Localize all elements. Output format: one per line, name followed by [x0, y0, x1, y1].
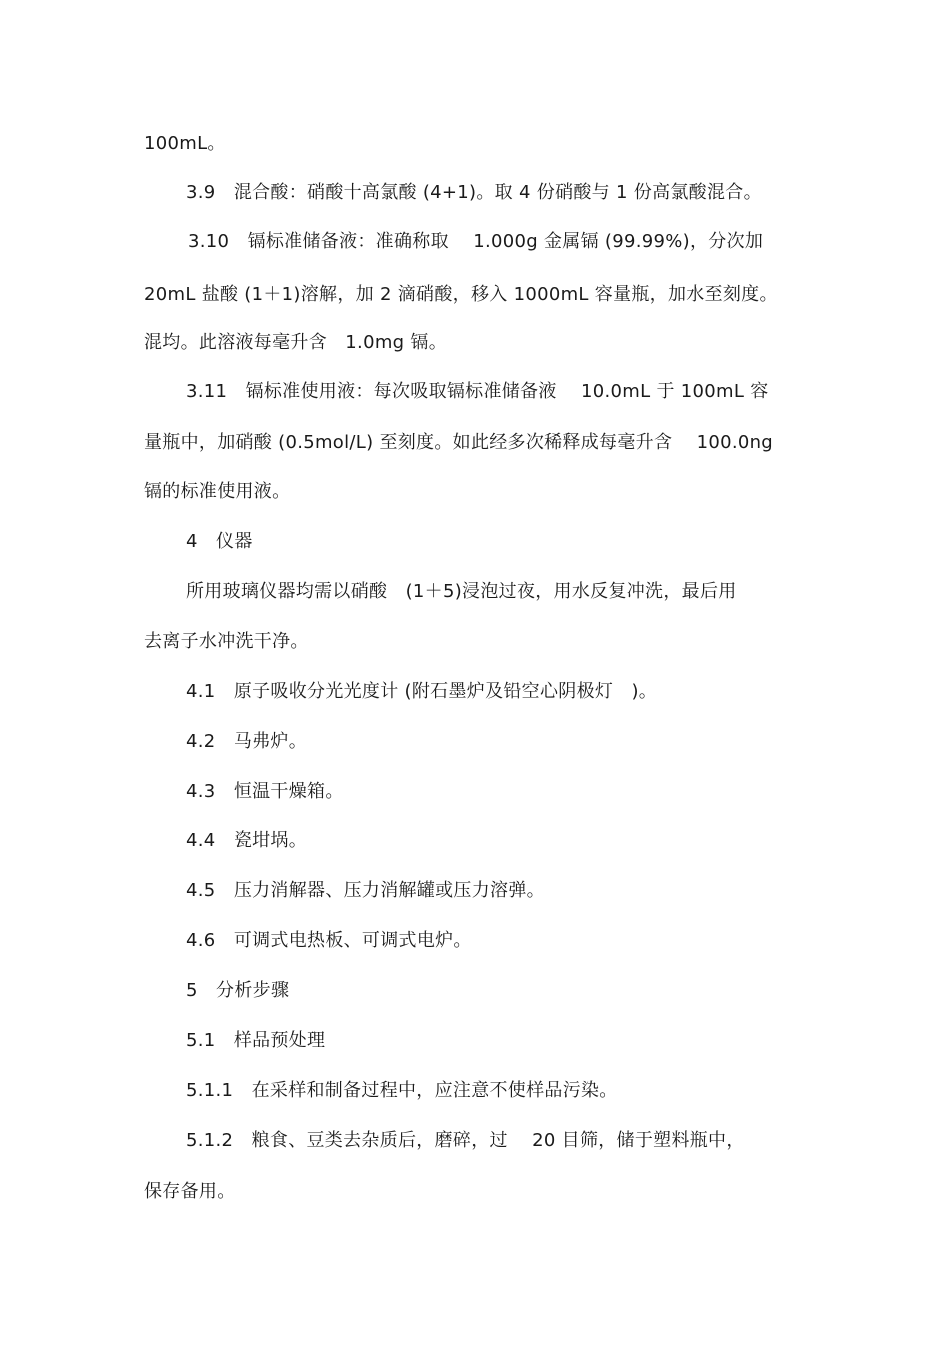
item-4-1: 4.1 原子吸收分光光度计 (附石墨炉及铅空心阴极灯 )。 [186, 681, 658, 702]
item-3-11: 3.11 镉标准使用液：每次吸取镉标准储备液 10.0mL 于 100mL 容 [186, 381, 769, 402]
item-3-10-cont-2: 混均。此溶液每毫升含 1.0mg 镉。 [144, 332, 448, 353]
item-3-10: 3.10 镉标准储备液：准确称取 1.000g 金属镉 (99.99%)，分次加 [188, 231, 764, 252]
section-4-intro: 所用玻璃仪器均需以硝酸 (1＋5)浸泡过夜，用水反复冲洗，最后用 [186, 581, 737, 602]
item-5-1-2: 5.1.2 粮食、豆类去杂质后，磨碎，过 20 目筛，储于塑料瓶中， [186, 1130, 745, 1151]
item-3-11-cont-1: 量瓶中，加硝酸 (0.5mol/L) 至刻度。如此经多次稀释成每毫升含 100.0ng [144, 432, 774, 453]
item-4-6: 4.6 可调式电热板、可调式电炉。 [186, 930, 472, 951]
item-5-1-2-cont: 保存备用。 [144, 1181, 236, 1202]
item-5-1-1: 5.1.1 在采样和制备过程中，应注意不使样品污染。 [186, 1080, 618, 1101]
item-3-11-cont-2: 镉的标准使用液。 [144, 481, 291, 502]
item-5-1: 5.1 样品预处理 [186, 1030, 326, 1051]
item-4-5: 4.5 压力消解器、压力消解罐或压力溶弹。 [186, 880, 545, 901]
section-4-heading: 4 仪器 [186, 531, 253, 552]
section-5-heading: 5 分析步骤 [186, 980, 290, 1001]
item-4-2: 4.2 马弗炉。 [186, 731, 308, 752]
item-3-9: 3.9 混合酸：硝酸十高氯酸 (4+1)。取 4 份硝酸与 1 份高氯酸混合。 [186, 182, 762, 203]
item-4-3: 4.3 恒温干燥箱。 [186, 781, 344, 802]
section-4-intro-cont: 去离子水冲洗干净。 [144, 631, 309, 652]
item-3-10-cont-1: 20mL 盐酸 (1＋1)溶解，加 2 滴硝酸，移入 1000mL 容量瓶，加水至刻度。 [144, 284, 778, 305]
text-line-unit: 100mL。 [144, 133, 226, 154]
item-4-4: 4.4 瓷坩埚。 [186, 830, 308, 851]
